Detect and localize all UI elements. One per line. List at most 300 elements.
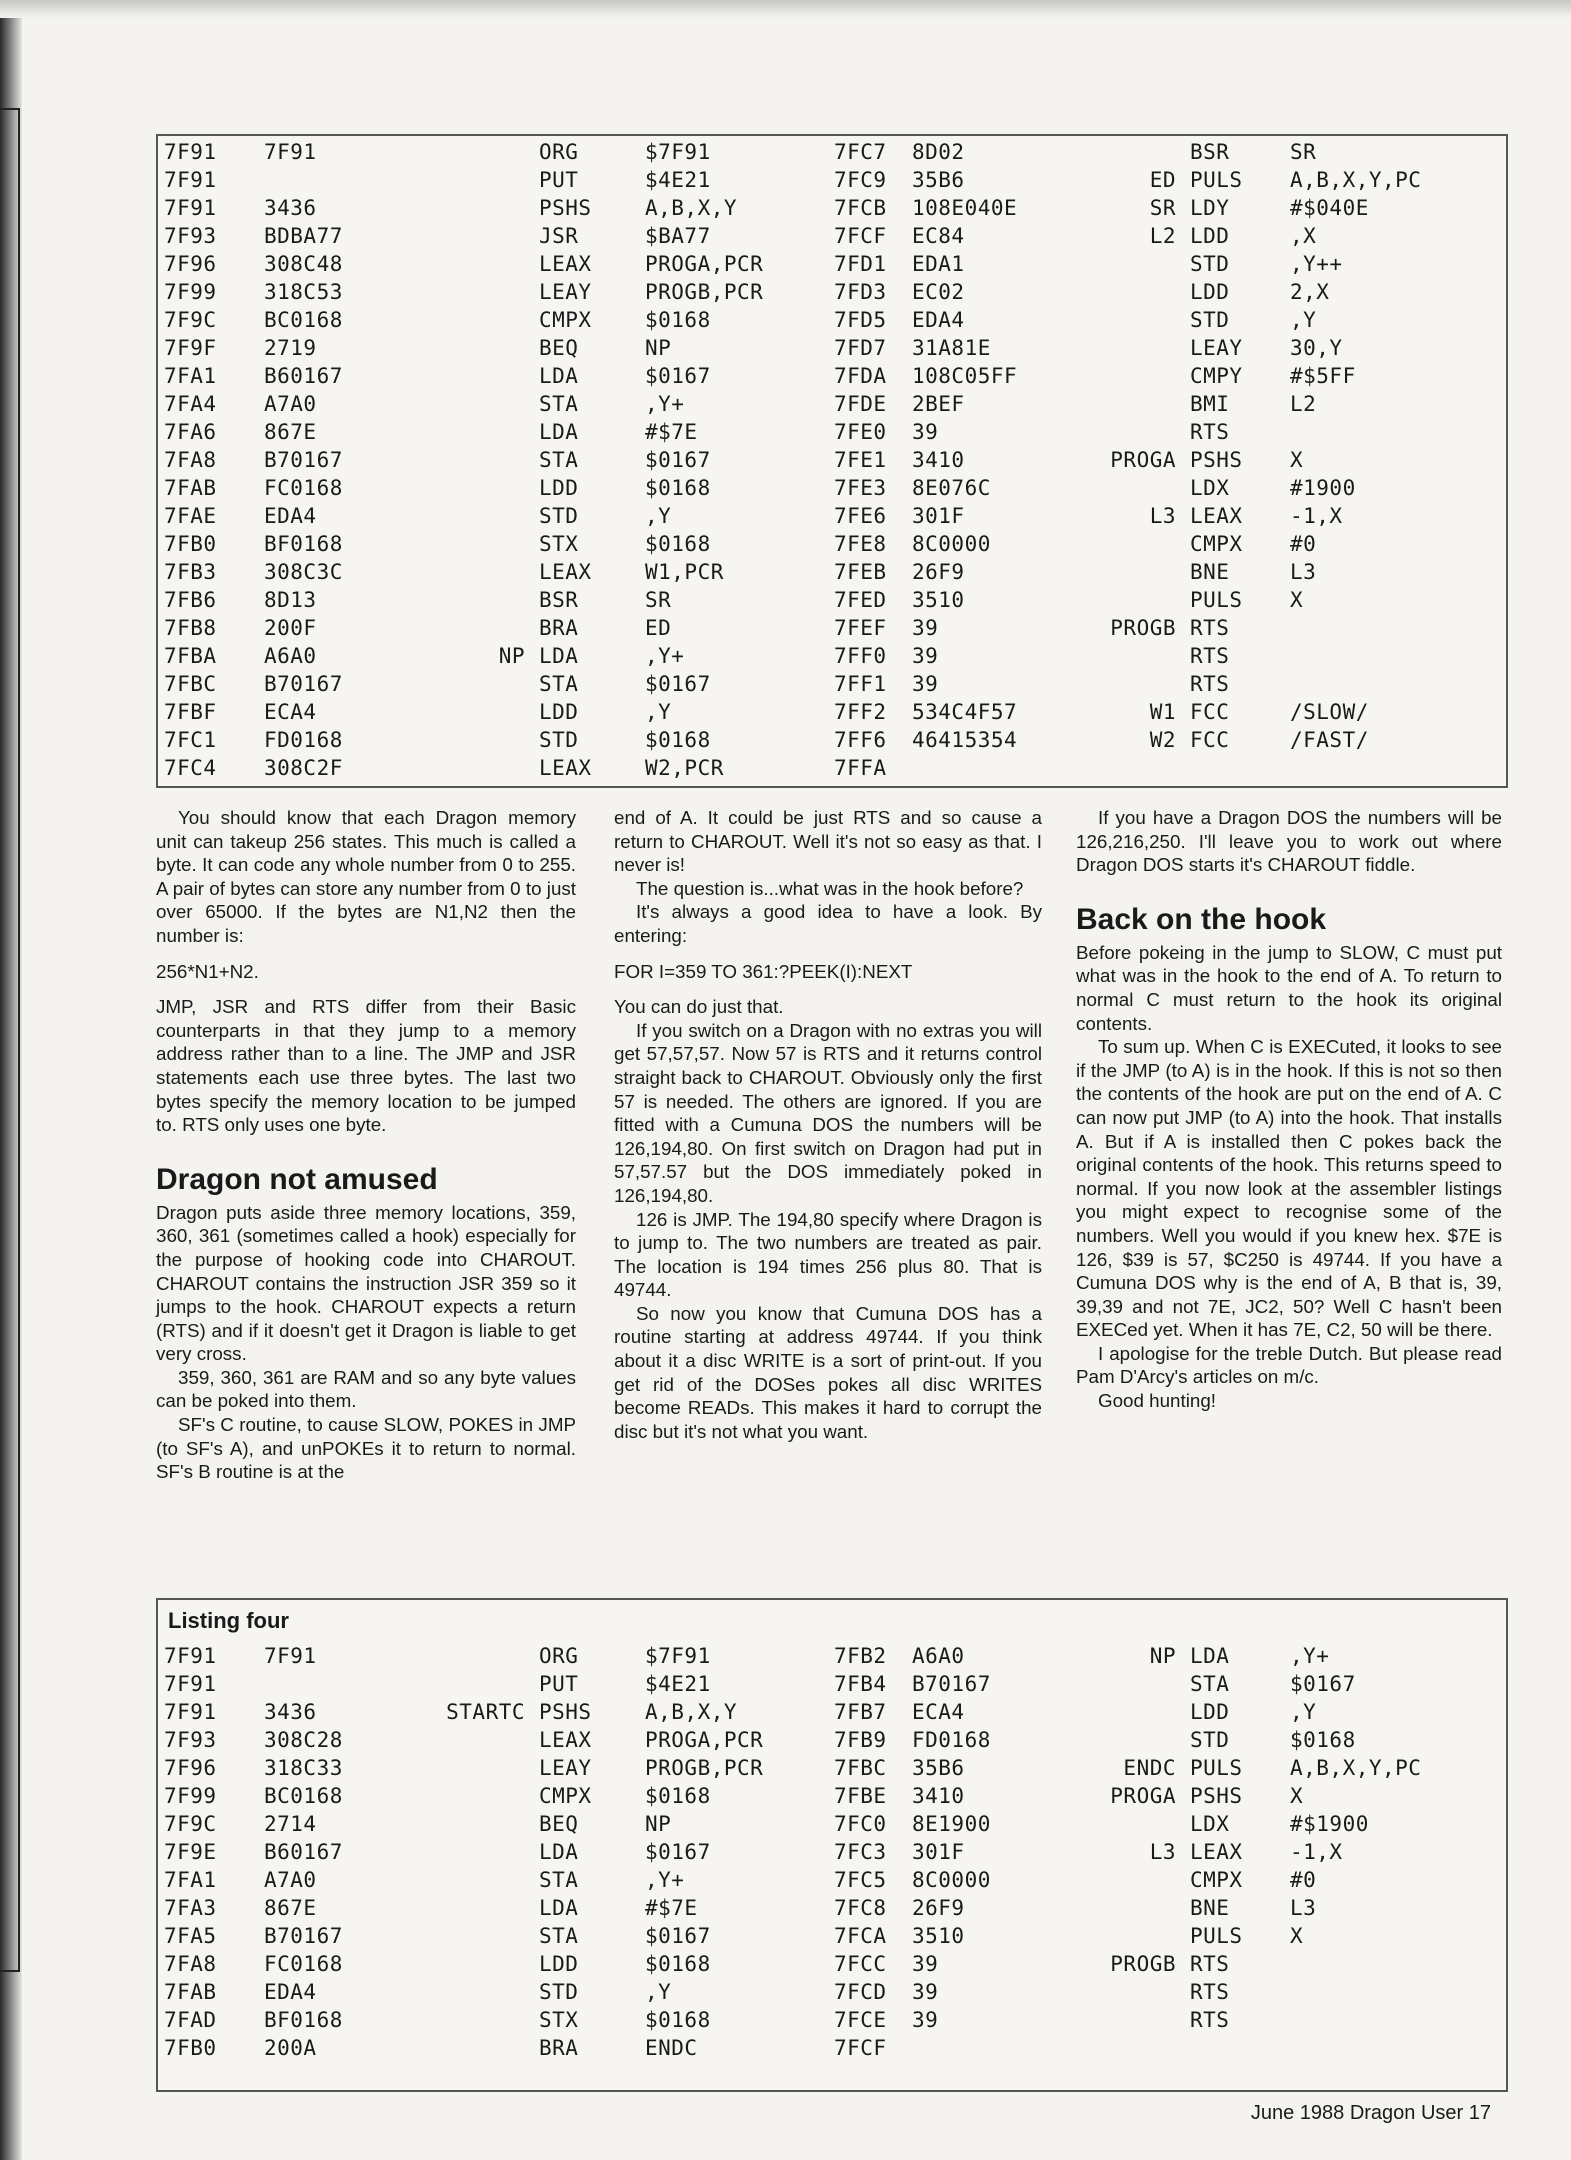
listing-operand: SR (645, 588, 672, 612)
listing-opcode: 867E (264, 420, 317, 444)
listing-mnemonic: PSHS (1190, 448, 1243, 472)
listing-operand: #$7E (645, 1896, 698, 1920)
listing-row (834, 474, 1504, 502)
listing-address: 7F93 (164, 224, 217, 248)
listing-row (164, 418, 854, 446)
listing-address: 7FCA (834, 1924, 887, 1948)
listing-opcode: 35B6 (912, 168, 965, 192)
listing-address: 7FF2 (834, 700, 887, 724)
listing-address: 7F96 (164, 252, 217, 276)
listing-address: 7FC9 (834, 168, 887, 192)
listing-row (834, 754, 1504, 782)
listing-operand: $0167 (645, 1840, 711, 1864)
listing-address: 7FA4 (164, 392, 217, 416)
listing-row (834, 138, 1504, 166)
listing-address: 7FB8 (164, 616, 217, 640)
col2-paragraph-7: So now you know that Cumuna DOS has a routine starting at address 49744. If you think about it a disc WRITE is a sort of print-out. If you get rid of the DOSes pokes all disc WRITES become READs. This makes it hard to corrupt the disc but it's not what you want. (614, 1302, 1042, 1442)
listing-row (164, 586, 854, 614)
listing-label: STARTC (446, 1700, 525, 1724)
listing-operand: PROGA,PCR (645, 1728, 764, 1752)
listing-opcode: EC02 (912, 280, 965, 304)
listing-mnemonic: BNE (1190, 560, 1230, 584)
listing-row (164, 1670, 854, 1698)
article-column-3 (1076, 806, 1502, 1413)
listing-operand: #$7E (645, 420, 698, 444)
listing-opcode: FD0168 (264, 728, 343, 752)
listing-opcode: 2719 (264, 336, 317, 360)
col1-paragraph-4: 359, 360, 361 are RAM and so any byte values can be poked into them. (156, 1366, 576, 1412)
listing-opcode: FD0168 (912, 1728, 991, 1752)
listing-mnemonic: BMI (1190, 392, 1230, 416)
listing-row (834, 418, 1504, 446)
listing-mnemonic: PSHS (1190, 1784, 1243, 1808)
listing-address: 7FC1 (164, 728, 217, 752)
listing-row (834, 530, 1504, 558)
listing-address: 7FD7 (834, 336, 887, 360)
listing-opcode: B70167 (264, 448, 343, 472)
listing-mnemonic: JSR (539, 224, 579, 248)
listing-address: 7FC3 (834, 1840, 887, 1864)
listing-label: PROGA (1110, 448, 1176, 472)
listing-address: 7FBF (164, 700, 217, 724)
listing-opcode: 3436 (264, 1700, 317, 1724)
listing-operand: ENDC (645, 2036, 698, 2060)
listing-row (834, 1922, 1504, 1950)
listing-opcode: 308C2F (264, 756, 343, 780)
listing-operand: $0168 (645, 728, 711, 752)
listing-address: 7FB7 (834, 1700, 887, 1724)
page-edge-frame (0, 108, 20, 1972)
listing-row (164, 166, 854, 194)
listing-row (834, 670, 1504, 698)
listing-row (164, 222, 854, 250)
listing-row (834, 2034, 1504, 2062)
listing-address: 7FF6 (834, 728, 887, 752)
listing-operand: L2 (1290, 392, 1317, 416)
listing-mnemonic: LDD (1190, 1700, 1230, 1724)
listing-mnemonic: LDD (1190, 280, 1230, 304)
listing-row (164, 1978, 854, 2006)
listing-operand: -1,X (1290, 1840, 1343, 1864)
listing-row (164, 250, 854, 278)
listing-row (164, 1642, 854, 1670)
listing-opcode: 3510 (912, 1924, 965, 1948)
listing-mnemonic: BNE (1190, 1896, 1230, 1920)
listing-operand: $0167 (645, 672, 711, 696)
listing-row (164, 1922, 854, 1950)
listing-row (164, 2034, 854, 2062)
listing-mnemonic: LEAY (539, 1756, 592, 1780)
listing-address: 7F91 (164, 1672, 217, 1696)
listing-operand: A,B,X,Y,PC (1290, 168, 1422, 192)
col2-peek-command: FOR I=359 TO 361:?PEEK(I):NEXT (614, 960, 913, 982)
col3-paragraph-3: To sum up. When C is EXECuted, it looks to see if the JMP (to A) is in the hook. If this is not so then the contents of the hook are put on the end of A. C can now put JMP (to A) into the hook. That installs A. But if A is installed then C pokes back the original contents of the hook. This returns speed to normal. If you now look at the assembler listings you might expect to recognise some of the numbers. Well you would if you knew hex. $7E is 126, $39 is 57, $C250 is 49744. If you have a Cumuna DOS why is the end of A, B that is, 39, 39,39 and not 7E, JC2, 50? Well C hasn't been EXECed yet. When it has 7E, C2, 50 will be there. (1076, 1036, 1502, 1341)
listing-row (834, 1754, 1504, 1782)
listing-opcode: 8D13 (264, 588, 317, 612)
listing-address: 7FB0 (164, 532, 217, 556)
listing-opcode: 318C53 (264, 280, 343, 304)
listing-address: 7FD3 (834, 280, 887, 304)
listing-opcode: 3510 (912, 588, 965, 612)
listing-address: 7FCD (834, 1980, 887, 2004)
listing-mnemonic: CMPX (539, 1784, 592, 1808)
listing-mnemonic: LEAX (539, 560, 592, 584)
listing-row (164, 334, 854, 362)
listing-opcode: 200F (264, 616, 317, 640)
listing-mnemonic: PULS (1190, 1756, 1243, 1780)
listing-mnemonic: LDA (539, 420, 579, 444)
listing-row (164, 278, 854, 306)
listing-address: 7FC8 (834, 1896, 887, 1920)
listing-operand: $0168 (645, 1784, 711, 1808)
listing-row (164, 726, 854, 754)
listing-opcode: A7A0 (264, 1868, 317, 1892)
listing-operand: ,Y+ (645, 1868, 685, 1892)
listing-row (164, 1894, 854, 1922)
listing-opcode: 3410 (912, 1784, 965, 1808)
article-column-1 (156, 806, 576, 1484)
listing-operand: #$1900 (1290, 1812, 1369, 1836)
listing-operand: #0 (1290, 532, 1317, 556)
listing-mnemonic: LDY (1190, 196, 1230, 220)
listing-mnemonic: LDA (539, 1840, 579, 1864)
listing-opcode: 7F91 (264, 140, 317, 164)
listing-mnemonic: LDD (539, 700, 579, 724)
listing-row (164, 642, 854, 670)
listing-mnemonic: LDA (539, 644, 579, 668)
listing-address: 7FAB (164, 1980, 217, 2004)
listing-opcode: ECA4 (264, 700, 317, 724)
listing-opcode: 39 (912, 644, 939, 668)
listing-row (164, 1754, 854, 1782)
listing-mnemonic: LEAX (539, 252, 592, 276)
listing-opcode: BF0168 (264, 2008, 343, 2032)
listing-operand: X (1290, 1924, 1304, 1948)
listing-operand: A,B,X,Y (645, 1700, 738, 1724)
listing-four-left-column (164, 1642, 854, 2062)
listing-address: 7F99 (164, 280, 217, 304)
listing-opcode: EDA4 (264, 1980, 317, 2004)
listing-mnemonic: STA (539, 392, 579, 416)
listing-operand: ,Y+ (1290, 1644, 1330, 1668)
listing-operand: A,B,X,Y (645, 196, 738, 220)
listing-mnemonic: STX (539, 2008, 579, 2032)
listing-operand: #0 (1290, 1868, 1317, 1892)
listing-opcode: EDA4 (264, 504, 317, 528)
listing-mnemonic: ORG (539, 1644, 579, 1668)
page-top-shadow (0, 0, 1571, 18)
listing-opcode: FC0168 (264, 1952, 343, 1976)
listing-row (834, 1698, 1504, 1726)
listing-address: 7FA3 (164, 1896, 217, 1920)
listing-address: 7FA1 (164, 1868, 217, 1892)
listing-opcode: EDA4 (912, 308, 965, 332)
listing-address: 7FBC (164, 672, 217, 696)
listing-operand: $4E21 (645, 168, 711, 192)
listing-row (164, 2006, 854, 2034)
listing-label: L3 (1149, 1840, 1176, 1864)
listing-row (164, 362, 854, 390)
listing-opcode: 35B6 (912, 1756, 965, 1780)
listing-operand: $0168 (645, 532, 711, 556)
listing-address: 7FD1 (834, 252, 887, 276)
listing-opcode: BC0168 (264, 1784, 343, 1808)
listing-operand: 30,Y (1290, 336, 1343, 360)
listing-opcode: EC84 (912, 224, 965, 248)
listing-mnemonic: LEAY (1190, 336, 1243, 360)
col1-paragraph-2: JMP, JSR and RTS differ from their Basic counterparts in that they jump to a memory address rather than to a line. The JMP and JSR statements each use three bytes. The last two bytes specify the memory location to be jumped to. RTS only uses one byte. (156, 996, 576, 1136)
assembly-listing-top (156, 134, 1508, 788)
listing-row (164, 698, 854, 726)
listing-mnemonic: CMPY (1190, 364, 1243, 388)
listing-row (834, 250, 1504, 278)
listing-label: W1 (1149, 700, 1176, 724)
listing-row (834, 1642, 1504, 1670)
listing-mnemonic: LDA (1190, 1644, 1230, 1668)
listing-address: 7FA8 (164, 448, 217, 472)
listing-mnemonic: LEAX (1190, 1840, 1243, 1864)
listing-address: 7FE3 (834, 476, 887, 500)
col3-paragraph-2: Before pokeing in the jump to SLOW, C must put what was in the hook to the end of A. To return to normal C must return to the hook its original contents. (1076, 941, 1502, 1034)
listing-row (834, 1866, 1504, 1894)
listing-operand: ,Y (645, 504, 672, 528)
listing-address: 7FC5 (834, 1868, 887, 1892)
listing-address: 7FFA (834, 756, 887, 780)
listing-address: 7FAB (164, 476, 217, 500)
listing-address: 7FE8 (834, 532, 887, 556)
listing-opcode: B70167 (264, 1924, 343, 1948)
listing-row (834, 586, 1504, 614)
listing-address: 7FC4 (164, 756, 217, 780)
listing-mnemonic: STD (1190, 308, 1230, 332)
listing-opcode: EDA1 (912, 252, 965, 276)
listing-operand: $0167 (645, 448, 711, 472)
listing-address: 7FF1 (834, 672, 887, 696)
listing-row (164, 446, 854, 474)
listing-mnemonic: LEAX (539, 1728, 592, 1752)
listing-mnemonic: LEAX (539, 756, 592, 780)
listing-mnemonic: RTS (1190, 616, 1230, 640)
listing-opcode: B60167 (264, 364, 343, 388)
listing-mnemonic: PUT (539, 1672, 579, 1696)
listing-address: 7FB3 (164, 560, 217, 584)
listing-mnemonic: PULS (1190, 588, 1243, 612)
listing-operand: $7F91 (645, 1644, 711, 1668)
listing-label: W2 (1149, 728, 1176, 752)
listing-row (164, 1866, 854, 1894)
listing-opcode: 301F (912, 504, 965, 528)
listing-address: 7F91 (164, 196, 217, 220)
listing-row (164, 1810, 854, 1838)
listing-mnemonic: PULS (1190, 1924, 1243, 1948)
col1-paragraph-3: Dragon puts aside three memory locations, 359, 360, 361 (sometimes called a hook) especially for the purpose of hooking code into CHAROUT. CHAROUT contains the instruction JSR 359 so it jumps to the hook. CHAROUT expects a return (RTS) and if it doesn't get it Dragon is liable to get very cross. (156, 1201, 576, 1365)
listing-row (834, 1950, 1504, 1978)
listing-opcode: 318C33 (264, 1756, 343, 1780)
listing-label: ENDC (1123, 1756, 1176, 1780)
listing-four-title: Listing four (168, 1608, 289, 1633)
listing-opcode: BDBA77 (264, 224, 343, 248)
listing-opcode: 8C0000 (912, 532, 991, 556)
listing-row (164, 138, 854, 166)
listing-row (834, 446, 1504, 474)
listing-address: 7FA6 (164, 420, 217, 444)
listing-opcode: 26F9 (912, 1896, 965, 1920)
listing-label: L3 (1149, 504, 1176, 528)
listing-address: 7F91 (164, 168, 217, 192)
listing-label: SR (1149, 196, 1176, 220)
listing-opcode: A6A0 (912, 1644, 965, 1668)
listing-row (834, 306, 1504, 334)
listing-address: 7F9E (164, 1840, 217, 1864)
listing-row (834, 1810, 1504, 1838)
listing-row (834, 1782, 1504, 1810)
listing-mnemonic: PULS (1190, 168, 1243, 192)
listing-row (834, 1726, 1504, 1754)
listing-opcode: 2BEF (912, 392, 965, 416)
listing-row (164, 558, 854, 586)
heading-back-on-the-hook: Back on the hook (1076, 902, 1327, 936)
listing-operand: -1,X (1290, 504, 1343, 528)
listing-mnemonic: LDD (539, 1952, 579, 1976)
listing-address: 7FEF (834, 616, 887, 640)
listing-address: 7FB0 (164, 2036, 217, 2060)
listing-mnemonic: CMPX (539, 308, 592, 332)
listing-operand: ,Y++ (1290, 252, 1343, 276)
listing-operand: X (1290, 1784, 1304, 1808)
listing-opcode: 2714 (264, 1812, 317, 1836)
listing-mnemonic: BEQ (539, 336, 579, 360)
listing-address: 7FBC (834, 1756, 887, 1780)
listing-operand: $7F91 (645, 140, 711, 164)
listing-mnemonic: BRA (539, 2036, 579, 2060)
listing-address: 7FCF (834, 224, 887, 248)
listing-address: 7FF0 (834, 644, 887, 668)
listing-opcode: 3436 (264, 196, 317, 220)
listing-address: 7FED (834, 588, 887, 612)
listing-mnemonic: FCC (1190, 700, 1230, 724)
listing-address: 7FA1 (164, 364, 217, 388)
listing-mnemonic: PSHS (539, 1700, 592, 1724)
listing-row (834, 1838, 1504, 1866)
listing-mnemonic: FCC (1190, 728, 1230, 752)
listing-address: 7FCF (834, 2036, 887, 2060)
listing-opcode: ECA4 (912, 1700, 965, 1724)
listing-opcode: 308C3C (264, 560, 343, 584)
listing-address: 7FE0 (834, 420, 887, 444)
listing-row (164, 390, 854, 418)
listing-address: 7FB6 (164, 588, 217, 612)
listing-operand: #$5FF (1290, 364, 1356, 388)
listing-operand: X (1290, 588, 1304, 612)
listing-operand: /SLOW/ (1290, 700, 1369, 724)
listing-row (164, 306, 854, 334)
listing-mnemonic: LDA (539, 364, 579, 388)
listing-label: ED (1149, 168, 1176, 192)
listing-address: 7FAE (164, 504, 217, 528)
listing-opcode: 39 (912, 616, 939, 640)
listing-operand: ED (645, 616, 672, 640)
listing-opcode: 46415354 (912, 728, 1018, 752)
col2-paragraph-2: The question is...what was in the hook before? (636, 877, 1024, 899)
listing-address: 7F9C (164, 1812, 217, 1836)
listing-operand: $0168 (1290, 1728, 1356, 1752)
listing-four-right-column (834, 1642, 1504, 2062)
listing-row (164, 1838, 854, 1866)
listing-row (164, 754, 854, 782)
listing-mnemonic: LDD (1190, 224, 1230, 248)
listing-label: L2 (1149, 224, 1176, 248)
listing-label: PROGA (1110, 1784, 1176, 1808)
listing-mnemonic: LDX (1190, 1812, 1230, 1836)
listing-mnemonic: CMPX (1190, 1868, 1243, 1892)
listing-operand: L3 (1290, 1896, 1317, 1920)
listing-operand: ,Y+ (645, 644, 685, 668)
page-footer: June 1988 Dragon User 17 (1250, 2102, 1491, 2124)
listing-mnemonic: RTS (1190, 644, 1230, 668)
listing-operand: PROGB,PCR (645, 280, 764, 304)
listing-mnemonic: BSR (539, 588, 579, 612)
listing-operand: W2,PCR (645, 756, 724, 780)
listing-row (834, 166, 1504, 194)
listing-operand: $0167 (645, 1924, 711, 1948)
listing-label: NP (1149, 1644, 1176, 1668)
listing-operand: ,Y+ (645, 392, 685, 416)
listing-address: 7F91 (164, 1700, 217, 1724)
col3-paragraph-1: If you have a Dragon DOS the numbers will be 126,216,250. I'll leave you to work out where Dragon DOS starts it's CHAROUT fiddle. (1076, 807, 1502, 876)
listing-opcode: 39 (912, 420, 939, 444)
listing-mnemonic: RTS (1190, 672, 1230, 696)
listing-opcode: 108E040E (912, 196, 1018, 220)
listing-opcode: BC0168 (264, 308, 343, 332)
listing-row (164, 194, 854, 222)
listing-address: 7FE6 (834, 504, 887, 528)
listing-operand: ,Y (645, 700, 672, 724)
listing-mnemonic: RTS (1190, 420, 1230, 444)
listing-address: 7FB2 (834, 1644, 887, 1668)
listing-mnemonic: LDX (1190, 476, 1230, 500)
listing-address: 7FB4 (834, 1672, 887, 1696)
listing-address: 7FE1 (834, 448, 887, 472)
listing-row (834, 334, 1504, 362)
listing-operand: PROGA,PCR (645, 252, 764, 276)
assembly-listing-four (156, 1598, 1508, 2092)
listing-row (834, 1894, 1504, 1922)
listing-operand: PROGB,PCR (645, 1756, 764, 1780)
listing-mnemonic: STD (539, 504, 579, 528)
listing-opcode: 308C28 (264, 1728, 343, 1752)
listing-row (164, 670, 854, 698)
listing-operand: $0168 (645, 476, 711, 500)
listing-row (164, 614, 854, 642)
listing-row (834, 194, 1504, 222)
listing-opcode: 31A81E (912, 336, 991, 360)
listing-address: 7FCC (834, 1952, 887, 1976)
listing-opcode: 39 (912, 1952, 939, 1976)
listing-mnemonic: PSHS (539, 196, 592, 220)
listing-operand: $0168 (645, 2008, 711, 2032)
listing-operand: ,X (1290, 224, 1317, 248)
listing-address: 7FB9 (834, 1728, 887, 1752)
listing-row (164, 1726, 854, 1754)
listing-row (834, 390, 1504, 418)
listing-mnemonic: LEAX (1190, 504, 1243, 528)
listing-address: 7FCE (834, 2008, 887, 2032)
listing-row (834, 362, 1504, 390)
listing-opcode: B60167 (264, 1840, 343, 1864)
listing-mnemonic: STA (539, 448, 579, 472)
article-column-2 (614, 806, 1042, 1443)
listing-address: 7FC0 (834, 1812, 887, 1836)
